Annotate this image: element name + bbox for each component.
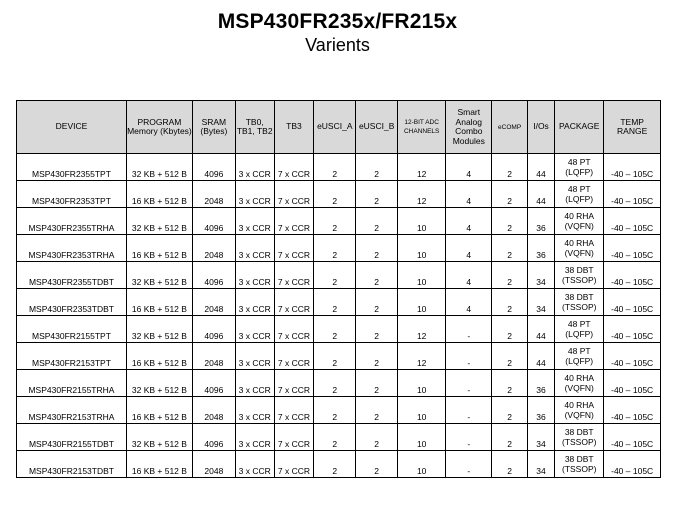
table-row bbox=[17, 424, 661, 451]
temp-cell: -40 – 105C bbox=[604, 316, 661, 343]
package-code: 48 PT bbox=[567, 345, 591, 356]
package-cell bbox=[555, 154, 604, 181]
adc-cell: 12 bbox=[398, 181, 446, 208]
tb0-cell: 3 x CCR bbox=[235, 154, 274, 181]
package-code: 38 DBT bbox=[564, 264, 594, 275]
sram-cell: 2048 bbox=[192, 181, 235, 208]
device-cell: MSP430FR2353TPT bbox=[17, 181, 127, 208]
ios-cell: 44 bbox=[527, 181, 554, 208]
eusci-b-cell: 2 bbox=[356, 343, 398, 370]
package-code: 48 PT bbox=[567, 183, 591, 194]
tb0-cell: 3 x CCR bbox=[235, 289, 274, 316]
tb0-cell: 3 x CCR bbox=[235, 262, 274, 289]
device-cell: MSP430FR2155TRHA bbox=[17, 370, 127, 397]
adc-cell: 10 bbox=[398, 451, 446, 478]
package-code: 40 RHA bbox=[564, 399, 595, 410]
eusci-b-cell: 2 bbox=[356, 397, 398, 424]
package-type: (LQFP) bbox=[565, 355, 594, 366]
eusci-a-cell: 2 bbox=[314, 343, 356, 370]
ecomp-cell: 2 bbox=[492, 154, 528, 181]
device-cell: MSP430FR2353TRHA bbox=[17, 235, 127, 262]
eusci-a-cell: 2 bbox=[314, 370, 356, 397]
eusci-b-cell: 2 bbox=[356, 181, 398, 208]
temp-cell: -40 – 105C bbox=[604, 181, 661, 208]
ecomp-cell: 2 bbox=[492, 397, 528, 424]
ecomp-cell: 2 bbox=[492, 181, 528, 208]
temp-cell: -40 – 105C bbox=[604, 451, 661, 478]
ios-cell: 36 bbox=[527, 397, 554, 424]
eusci-b-cell: 2 bbox=[356, 316, 398, 343]
table-row bbox=[17, 343, 661, 370]
program-memory-cell: 32 KB + 512 B bbox=[126, 262, 192, 289]
table-row bbox=[17, 235, 661, 262]
table-row bbox=[17, 289, 661, 316]
package-cell bbox=[555, 451, 604, 478]
package-code: 40 RHA bbox=[564, 237, 595, 248]
eusci-a-cell: 2 bbox=[314, 154, 356, 181]
program-memory-cell: 16 KB + 512 B bbox=[126, 343, 192, 370]
temp-cell: -40 – 105C bbox=[604, 370, 661, 397]
tb0-cell: 3 x CCR bbox=[235, 424, 274, 451]
package-cell bbox=[555, 235, 604, 262]
header-eusci-b: eUSCI_B bbox=[356, 101, 398, 154]
package-code: 38 DBT bbox=[564, 453, 594, 464]
eusci-b-cell: 2 bbox=[356, 154, 398, 181]
sram-cell: 4096 bbox=[192, 316, 235, 343]
ecomp-cell: 2 bbox=[492, 235, 528, 262]
header-package: PACKAGE bbox=[555, 101, 604, 154]
tb0-cell: 3 x CCR bbox=[235, 370, 274, 397]
smart-analog-cell: 4 bbox=[446, 208, 492, 235]
tb3-cell: 7 x CCR bbox=[274, 424, 314, 451]
program-memory-cell: 32 KB + 512 B bbox=[126, 316, 192, 343]
sram-cell: 4096 bbox=[192, 154, 235, 181]
eusci-a-cell: 2 bbox=[314, 235, 356, 262]
package-type: (TSSOP) bbox=[561, 436, 597, 447]
eusci-a-cell: 2 bbox=[314, 208, 356, 235]
temp-cell: -40 – 105C bbox=[604, 343, 661, 370]
variants-table bbox=[16, 100, 661, 478]
adc-cell: 12 bbox=[398, 343, 446, 370]
package-code: 38 DBT bbox=[564, 426, 594, 437]
eusci-a-cell: 2 bbox=[314, 316, 356, 343]
eusci-b-cell: 2 bbox=[356, 451, 398, 478]
eusci-a-cell: 2 bbox=[314, 289, 356, 316]
temp-cell: -40 – 105C bbox=[604, 154, 661, 181]
device-cell: MSP430FR2153TPT bbox=[17, 343, 127, 370]
ios-cell: 34 bbox=[527, 262, 554, 289]
ecomp-cell: 2 bbox=[492, 370, 528, 397]
ios-cell: 44 bbox=[527, 154, 554, 181]
adc-cell: 12 bbox=[398, 316, 446, 343]
program-memory-cell: 32 KB + 512 B bbox=[126, 370, 192, 397]
ios-cell: 36 bbox=[527, 208, 554, 235]
smart-analog-cell: 4 bbox=[446, 235, 492, 262]
table-row bbox=[17, 316, 661, 343]
eusci-b-cell: 2 bbox=[356, 424, 398, 451]
adc-cell: 10 bbox=[398, 424, 446, 451]
device-cell: MSP430FR2153TDBT bbox=[17, 451, 127, 478]
device-cell: MSP430FR2355TDBT bbox=[17, 262, 127, 289]
package-code: 40 RHA bbox=[564, 210, 595, 221]
device-cell: MSP430FR2153TRHA bbox=[17, 397, 127, 424]
table-row bbox=[17, 154, 661, 181]
header-eusci-a: eUSCI_A bbox=[314, 101, 356, 154]
header-ecomp: eCOMP bbox=[492, 101, 528, 154]
ecomp-cell: 2 bbox=[492, 424, 528, 451]
header-smart-analog: Smart Analog Combo Modules bbox=[446, 101, 492, 154]
temp-cell: -40 – 105C bbox=[604, 424, 661, 451]
tb0-cell: 3 x CCR bbox=[235, 343, 274, 370]
adc-cell: 10 bbox=[398, 397, 446, 424]
device-cell: MSP430FR2155TPT bbox=[17, 316, 127, 343]
device-cell: MSP430FR2355TPT bbox=[17, 154, 127, 181]
temp-cell: -40 – 105C bbox=[604, 208, 661, 235]
program-memory-cell: 32 KB + 512 B bbox=[126, 424, 192, 451]
tb3-cell: 7 x CCR bbox=[274, 208, 314, 235]
tb3-cell: 7 x CCR bbox=[274, 343, 314, 370]
device-cell: MSP430FR2355TRHA bbox=[17, 208, 127, 235]
eusci-b-cell: 2 bbox=[356, 289, 398, 316]
header-temp: TEMP RANGE bbox=[604, 101, 661, 154]
page-subtitle: Varients bbox=[305, 35, 370, 55]
ecomp-cell: 2 bbox=[492, 262, 528, 289]
adc-cell: 10 bbox=[398, 370, 446, 397]
sram-cell: 4096 bbox=[192, 208, 235, 235]
package-type: (VQFN) bbox=[564, 220, 594, 231]
device-cell: MSP430FR2353TDBT bbox=[17, 289, 127, 316]
tb3-cell: 7 x CCR bbox=[274, 316, 314, 343]
package-code: 38 DBT bbox=[564, 291, 594, 302]
package-type: (VQFN) bbox=[564, 409, 594, 420]
sram-cell: 2048 bbox=[192, 451, 235, 478]
smart-analog-cell: - bbox=[446, 451, 492, 478]
adc-cell: 10 bbox=[398, 289, 446, 316]
ios-cell: 36 bbox=[527, 370, 554, 397]
ios-cell: 34 bbox=[527, 451, 554, 478]
device-cell: MSP430FR2155TDBT bbox=[17, 424, 127, 451]
eusci-a-cell: 2 bbox=[314, 424, 356, 451]
program-memory-cell: 16 KB + 512 B bbox=[126, 235, 192, 262]
smart-analog-cell: - bbox=[446, 424, 492, 451]
smart-analog-cell: - bbox=[446, 343, 492, 370]
package-cell bbox=[555, 316, 604, 343]
adc-cell: 10 bbox=[398, 208, 446, 235]
eusci-b-cell: 2 bbox=[356, 370, 398, 397]
package-cell bbox=[555, 397, 604, 424]
ecomp-cell: 2 bbox=[492, 289, 528, 316]
package-cell bbox=[555, 289, 604, 316]
tb0-cell: 3 x CCR bbox=[235, 181, 274, 208]
tb3-cell: 7 x CCR bbox=[274, 154, 314, 181]
program-memory-cell: 32 KB + 512 B bbox=[126, 208, 192, 235]
ios-cell: 36 bbox=[527, 235, 554, 262]
sram-cell: 2048 bbox=[192, 235, 235, 262]
ecomp-cell: 2 bbox=[492, 451, 528, 478]
package-code: 48 PT bbox=[567, 156, 591, 167]
temp-cell: -40 – 105C bbox=[604, 235, 661, 262]
package-code: 48 PT bbox=[567, 318, 591, 329]
program-memory-cell: 16 KB + 512 B bbox=[126, 397, 192, 424]
program-memory-cell: 16 KB + 512 B bbox=[126, 181, 192, 208]
tb3-cell: 7 x CCR bbox=[274, 235, 314, 262]
package-code: 40 RHA bbox=[564, 372, 595, 383]
tb0-cell: 3 x CCR bbox=[235, 316, 274, 343]
sram-cell: 4096 bbox=[192, 424, 235, 451]
header-tb0: TB0, TB1, TB2 bbox=[235, 101, 274, 154]
temp-cell: -40 – 105C bbox=[604, 397, 661, 424]
header-program-memory: PROGRAM Memory (Kbytes) bbox=[126, 101, 192, 154]
smart-analog-cell: 4 bbox=[446, 154, 492, 181]
temp-cell: -40 – 105C bbox=[604, 262, 661, 289]
eusci-b-cell: 2 bbox=[356, 208, 398, 235]
adc-cell: 12 bbox=[398, 154, 446, 181]
table-header-row bbox=[17, 101, 661, 154]
sram-cell: 2048 bbox=[192, 343, 235, 370]
tb3-cell: 7 x CCR bbox=[274, 289, 314, 316]
smart-analog-cell: 4 bbox=[446, 181, 492, 208]
sram-cell: 2048 bbox=[192, 397, 235, 424]
table-row bbox=[17, 370, 661, 397]
package-cell bbox=[555, 181, 604, 208]
sram-cell: 2048 bbox=[192, 289, 235, 316]
adc-cell: 10 bbox=[398, 262, 446, 289]
tb3-cell: 7 x CCR bbox=[274, 181, 314, 208]
ecomp-cell: 2 bbox=[492, 316, 528, 343]
package-type: (TSSOP) bbox=[561, 463, 597, 474]
tb0-cell: 3 x CCR bbox=[235, 235, 274, 262]
package-cell bbox=[555, 262, 604, 289]
program-memory-cell: 16 KB + 512 B bbox=[126, 289, 192, 316]
table-row bbox=[17, 451, 661, 478]
table-row bbox=[17, 262, 661, 289]
smart-analog-cell: - bbox=[446, 316, 492, 343]
eusci-a-cell: 2 bbox=[314, 451, 356, 478]
header-adc: 12-BIT ADC CHANNELS bbox=[398, 101, 446, 154]
package-type: (VQFN) bbox=[564, 382, 594, 393]
package-cell bbox=[555, 343, 604, 370]
eusci-b-cell: 2 bbox=[356, 262, 398, 289]
program-memory-cell: 32 KB + 512 B bbox=[126, 154, 192, 181]
table-row bbox=[17, 208, 661, 235]
smart-analog-cell: - bbox=[446, 397, 492, 424]
package-cell bbox=[555, 424, 604, 451]
ios-cell: 44 bbox=[527, 316, 554, 343]
page-title: MSP430FR235x/FR215x bbox=[217, 10, 458, 33]
program-memory-cell: 16 KB + 512 B bbox=[126, 451, 192, 478]
package-type: (VQFN) bbox=[564, 247, 594, 258]
tb3-cell: 7 x CCR bbox=[274, 262, 314, 289]
tb3-cell: 7 x CCR bbox=[274, 370, 314, 397]
package-type: (LQFP) bbox=[565, 328, 594, 339]
ios-cell: 34 bbox=[527, 424, 554, 451]
package-cell bbox=[555, 208, 604, 235]
ecomp-cell: 2 bbox=[492, 208, 528, 235]
eusci-b-cell: 2 bbox=[356, 235, 398, 262]
temp-cell: -40 – 105C bbox=[604, 289, 661, 316]
package-type: (LQFP) bbox=[565, 193, 594, 204]
package-type: (TSSOP) bbox=[561, 274, 597, 285]
eusci-a-cell: 2 bbox=[314, 262, 356, 289]
package-cell bbox=[555, 370, 604, 397]
ecomp-cell: 2 bbox=[492, 343, 528, 370]
tb0-cell: 3 x CCR bbox=[235, 208, 274, 235]
ios-cell: 34 bbox=[527, 289, 554, 316]
smart-analog-cell: - bbox=[446, 370, 492, 397]
smart-analog-cell: 4 bbox=[446, 289, 492, 316]
adc-cell: 10 bbox=[398, 235, 446, 262]
smart-analog-cell: 4 bbox=[446, 262, 492, 289]
table-row bbox=[17, 181, 661, 208]
package-type: (TSSOP) bbox=[561, 301, 597, 312]
tb3-cell: 7 x CCR bbox=[274, 397, 314, 424]
sram-cell: 4096 bbox=[192, 262, 235, 289]
sram-cell: 4096 bbox=[192, 370, 235, 397]
header-device: DEVICE bbox=[17, 101, 127, 154]
tb0-cell: 3 x CCR bbox=[235, 397, 274, 424]
eusci-a-cell: 2 bbox=[314, 397, 356, 424]
package-type: (LQFP) bbox=[565, 166, 594, 177]
table-row bbox=[17, 397, 661, 424]
ios-cell: 44 bbox=[527, 343, 554, 370]
header-sram: SRAM (Bytes) bbox=[192, 101, 235, 154]
tb3-cell: 7 x CCR bbox=[274, 451, 314, 478]
tb0-cell: 3 x CCR bbox=[235, 451, 274, 478]
header-ios: I/Os bbox=[527, 101, 554, 154]
header-tb3: TB3 bbox=[274, 101, 314, 154]
eusci-a-cell: 2 bbox=[314, 181, 356, 208]
